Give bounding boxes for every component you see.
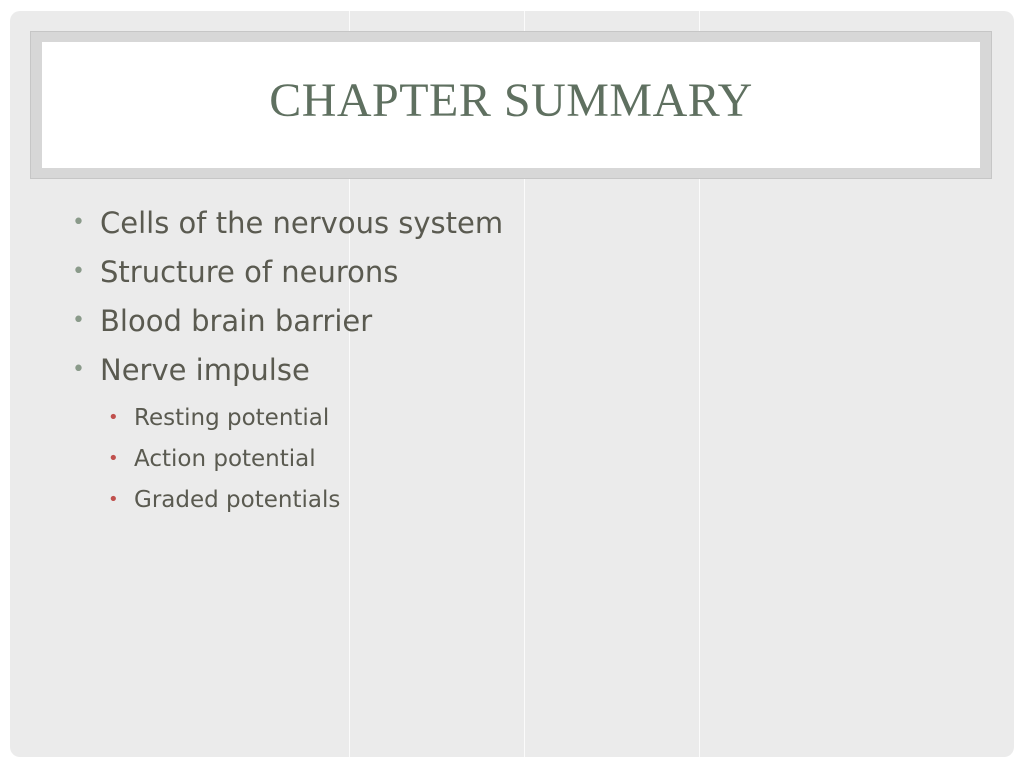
bullet-item — [72, 202, 503, 251]
title-box — [42, 42, 980, 168]
bullet-dot-icon: • — [72, 357, 85, 382]
sub-bullet-item — [72, 480, 503, 521]
sub-bullet-dot-icon: • — [108, 489, 119, 510]
bullet-item — [72, 251, 503, 300]
sub-bullet-text: Action potential — [134, 446, 316, 472]
bullet-text: Nerve impulse — [100, 353, 310, 387]
sub-bullet-text: Resting potential — [134, 405, 330, 431]
bullet-dot-icon: • — [72, 259, 85, 284]
bullet-text: Structure of neurons — [100, 255, 399, 289]
sub-bullet-item — [72, 398, 503, 439]
slide — [10, 11, 1014, 757]
sub-bullet-dot-icon: • — [108, 448, 119, 469]
sub-bullet-dot-icon: • — [108, 407, 119, 428]
title-frame — [30, 31, 992, 179]
bullet-text: Blood brain barrier — [100, 304, 373, 338]
bullet-item — [72, 349, 503, 398]
slide-title: CHAPTER SUMMARY — [269, 74, 753, 127]
bullet-dot-icon: • — [72, 210, 85, 235]
sub-bullet-text: Graded potentials — [134, 487, 341, 513]
bullet-dot-icon: • — [72, 308, 85, 333]
bullet-text: Cells of the nervous system — [100, 206, 504, 240]
bullet-list — [72, 202, 503, 521]
bullet-item — [72, 300, 503, 349]
sub-bullet-item — [72, 439, 503, 480]
